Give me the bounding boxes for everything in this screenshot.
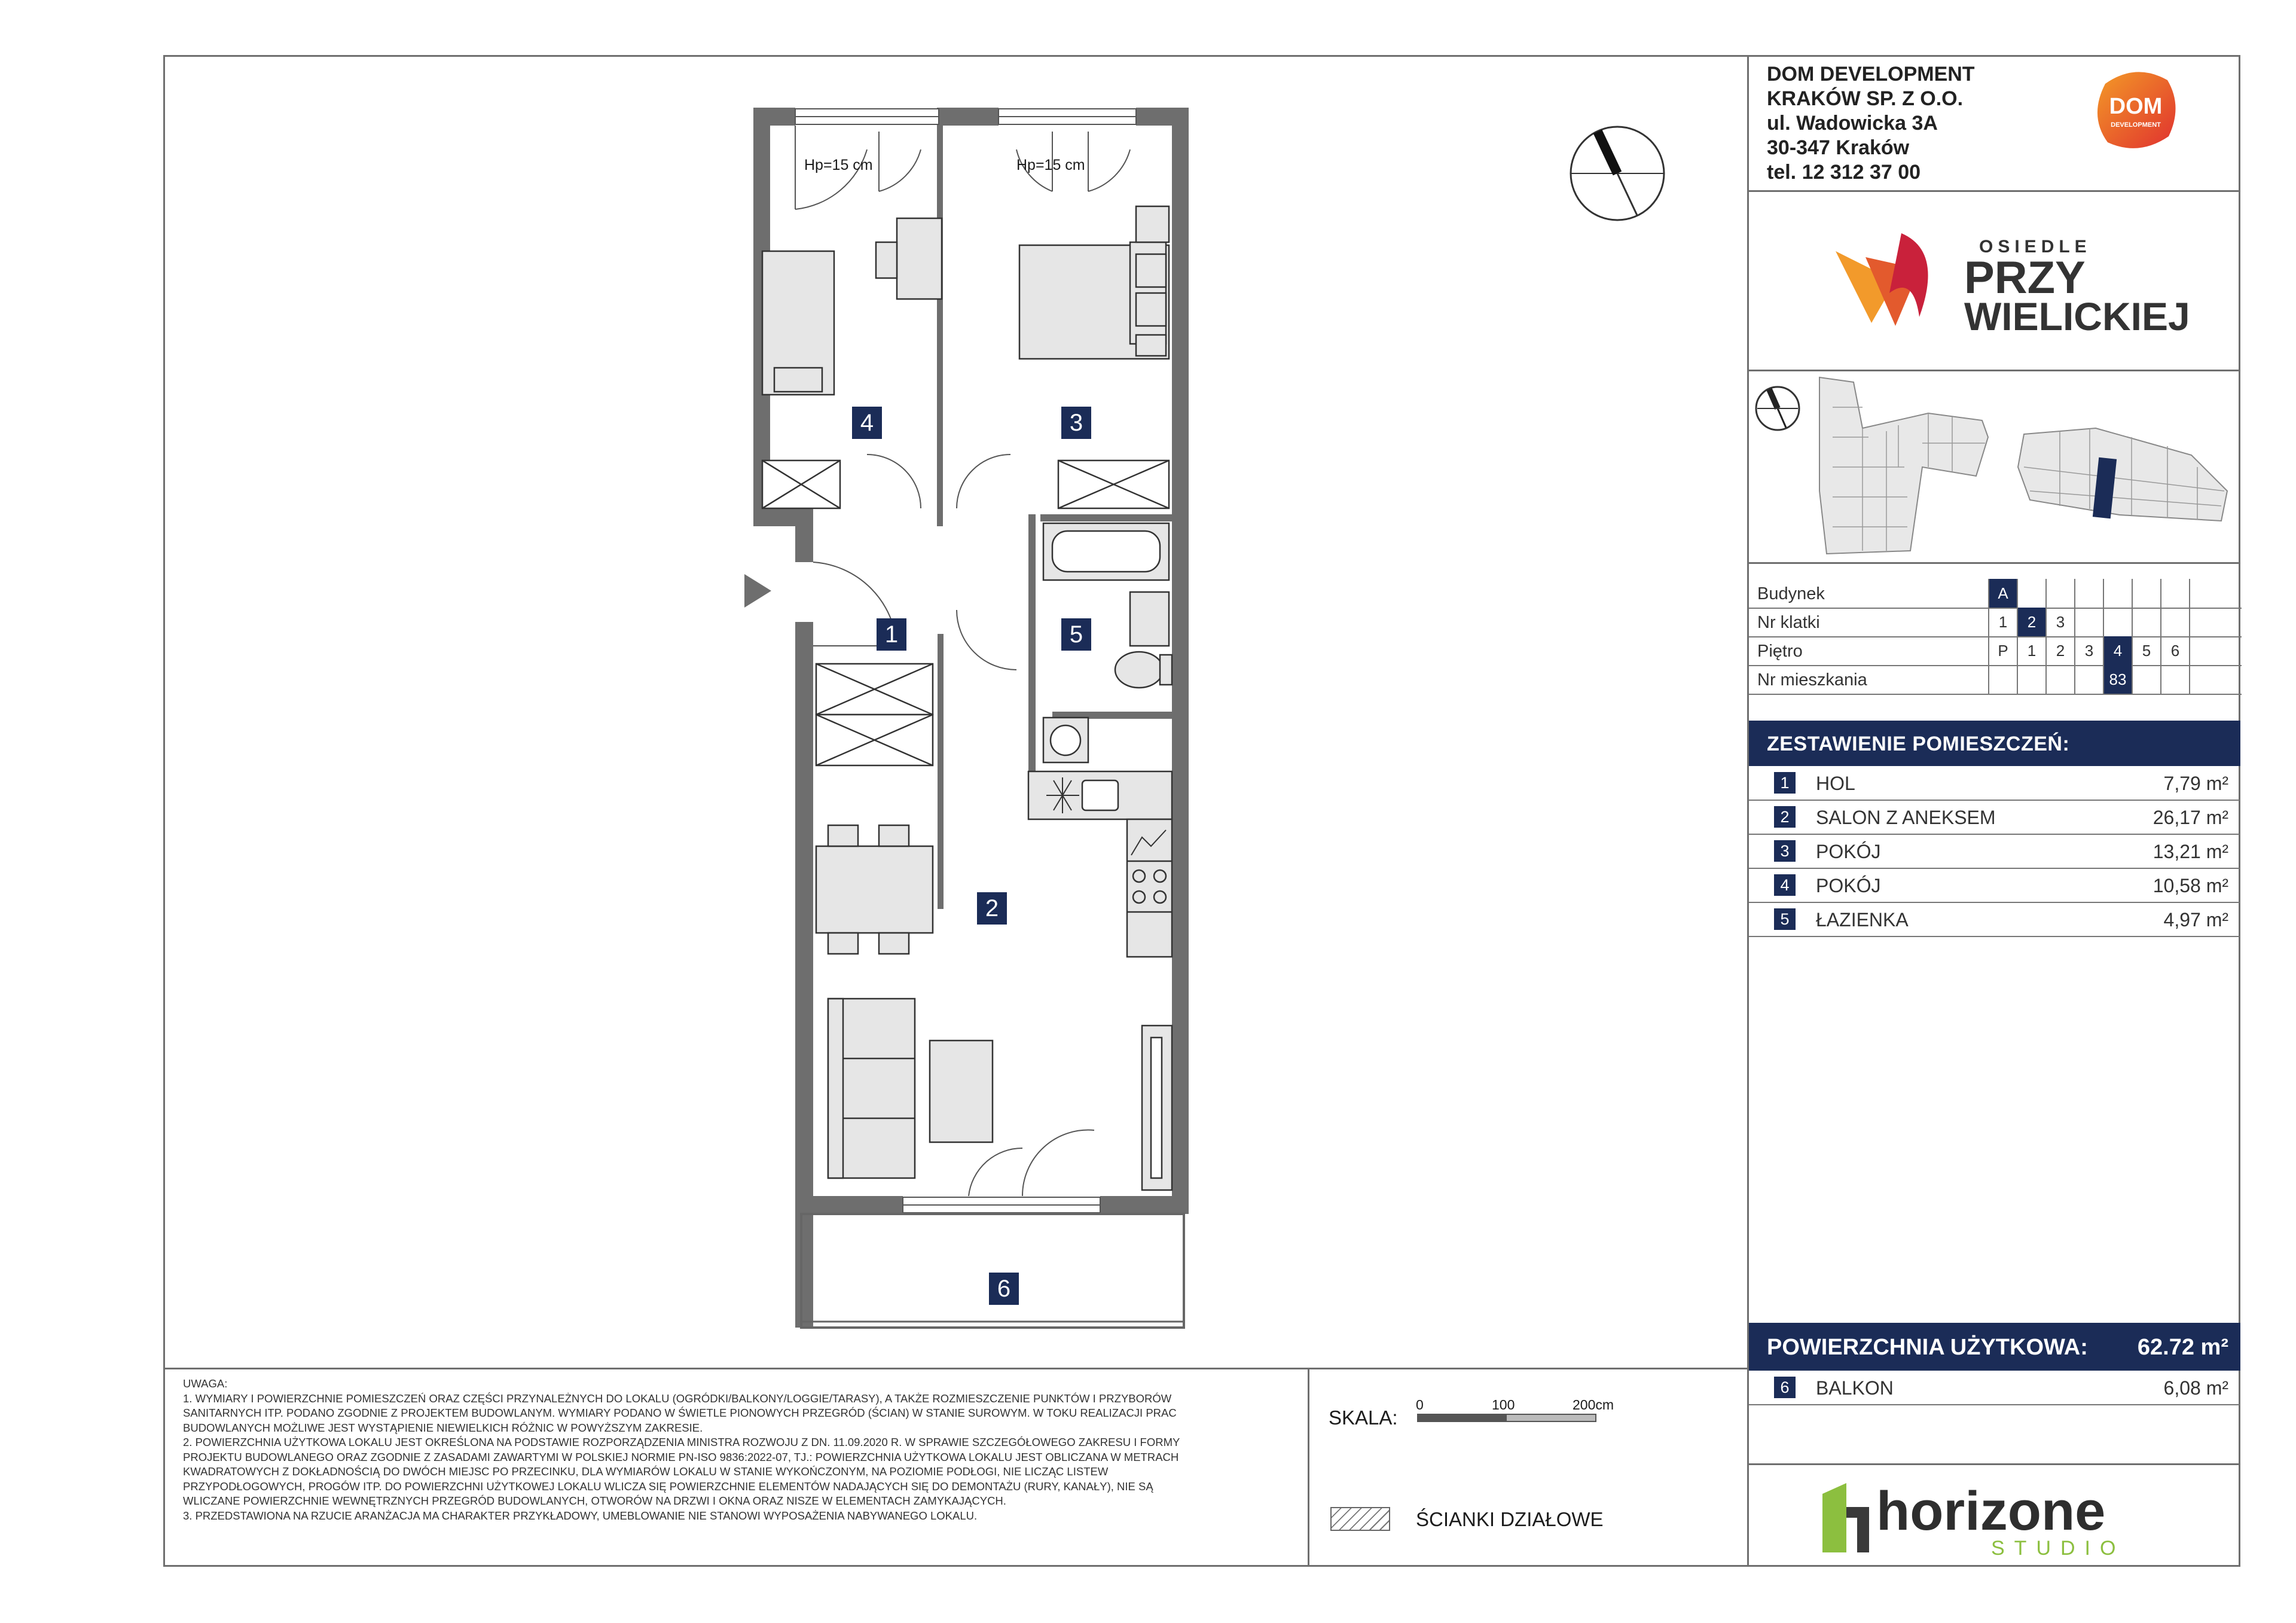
note-line: 2. POWIERZCHNIA UŻYTKOWA LOKALU JEST OKREŚLONA NA PODSTAWIE ROZPORZĄDZENIA MINISTRA ROZWOJU Z DN. 11.09.2020 R. W SPRAWIE SZCZEGÓŁOWEGO ZAKRESU I FORMY bbox=[183, 1436, 1180, 1448]
room-area: 26,17 m² bbox=[2152, 807, 2228, 828]
empty-cell bbox=[2103, 579, 2132, 608]
usable-area-value: 62.72 m² bbox=[2137, 1335, 2228, 1360]
empty-cell bbox=[1988, 665, 2017, 694]
balcony-name: BALKON bbox=[1816, 1377, 1894, 1399]
note-line: WLICZANE POWIERZCHNIE WEWNĘTRZNYCH PRZEGRÓD BUDOWLANYCH, OTWORÓW NA DRZWI I OKNA ORAZ NISZE W ELEMENTACH ZAMYKAJĄCYCH. bbox=[183, 1494, 1006, 1507]
horizone-name: horizone bbox=[1876, 1481, 2106, 1542]
room-row bbox=[1749, 766, 2240, 801]
stair-cell: 1 bbox=[1988, 608, 2017, 636]
stair-label: Nr klatki bbox=[1757, 613, 1820, 632]
empty-cell bbox=[2074, 665, 2103, 694]
horizone-studio-logo bbox=[1818, 1476, 2188, 1560]
notes-divider bbox=[163, 1368, 1748, 1369]
note-line: BUDOWLANYCH MOŻLIWE JEST WYSTĄPIENIE NIEWIELKICH RÓŻNIC W POWYŻSZYM ZAKRESIE. bbox=[183, 1421, 703, 1434]
threshold-height-right: Hp=15 cm bbox=[1016, 157, 1085, 173]
room-number: 2 bbox=[1774, 806, 1796, 828]
empty-cell bbox=[2045, 665, 2074, 694]
minimap-divider bbox=[1747, 562, 2240, 564]
company-address bbox=[1767, 62, 1975, 185]
plan-label-4: 4 bbox=[852, 407, 882, 439]
note-line: KWADRATOWYCH Z DOKŁADNOŚCIĄ DO DWÓCH MIEJSC PO PRZECINKU, DLA WYMIARÓW LOKALU W STANIE WYKOŃCZONYM, NA POZIOMIE PODŁOGI, NIE LICZĄC LISTEW bbox=[183, 1465, 1109, 1478]
notes-block bbox=[183, 1377, 1289, 1523]
empty-cell bbox=[2132, 608, 2160, 636]
floor-cell: 3 bbox=[2074, 636, 2103, 665]
dom-development-logo bbox=[2091, 66, 2181, 155]
empty-cell bbox=[2074, 608, 2103, 636]
scale-divider bbox=[1308, 1368, 1309, 1567]
floor-label: Piętro bbox=[1757, 642, 1803, 661]
scale-tick-100: 100 bbox=[1492, 1397, 1515, 1413]
apartment-number-cell: 83 bbox=[2103, 665, 2132, 694]
company-line: DOM DEVELOPMENT bbox=[1767, 63, 1975, 86]
empty-cell bbox=[2074, 579, 2103, 608]
company-line: ul. Wadowicka 3A bbox=[1767, 112, 1938, 135]
dom-logo-subtext: DEVELOPMENT bbox=[2111, 121, 2161, 129]
stair-cell: 3 bbox=[2045, 608, 2074, 636]
floor-cell: 1 bbox=[2017, 636, 2045, 665]
partition-legend-label: ŚCIANKI DZIAŁOWE bbox=[1416, 1508, 1604, 1530]
scale-tick-200: 200cm bbox=[1573, 1397, 1614, 1413]
room-number: 3 bbox=[1774, 840, 1796, 862]
floor-cell: 2 bbox=[2045, 636, 2074, 665]
note-line: SANITARNYCH ITP. PODANO ZGODNIE Z PROJEKTEM BUDOWLANYM. WYMIARY PODANO W ŚWIETLE PIONOWYCH PRZEGRÓD (ŚCIAN) W STANIE SUROWYM. W TOKU REALIZACJI PRAC bbox=[183, 1407, 1177, 1419]
floor-cell: 6 bbox=[2160, 636, 2189, 665]
rooms-header bbox=[1749, 721, 2240, 766]
stair-cell: 2 bbox=[2017, 608, 2045, 636]
empty-cell bbox=[2189, 636, 2218, 665]
note-line: PRZYPODŁOGOWYCH, PROGÓW ITP. DO POWIERZCHNI UŻYTKOWEJ LOKALU WLICZA SIĘ POWIERZCHNIE ELEMENTÓW NADAJĄCYCH SIĘ DO DEMONTAŻU (RURY, KANAŁY), NIE SĄ bbox=[183, 1479, 1153, 1493]
room-number: 1 bbox=[1774, 772, 1796, 794]
apartment-label: Nr mieszkania bbox=[1757, 670, 1867, 690]
apartment-row bbox=[1749, 665, 2242, 695]
empty-cell bbox=[2103, 608, 2132, 636]
balcony-row bbox=[1749, 1371, 2240, 1405]
room-name: HOL bbox=[1816, 773, 1855, 794]
note-line: 1. WYMIARY I POWIERZCHNIE POMIESZCZEŃ ORAZ CZĘŚCI PRZYNALEŻNYCH DO LOKALU (OGRÓDKI/BALKONY/LOGGIE/TARASY), A TAKŻE ROZMIESZCZENIE PUNKTÓW I PRZYBORÓW bbox=[183, 1392, 1172, 1405]
note-line: UWAGA: bbox=[183, 1377, 228, 1390]
room-area: 10,58 m² bbox=[2152, 875, 2228, 896]
company-line: tel. 12 312 37 00 bbox=[1767, 161, 1921, 184]
empty-cell bbox=[2160, 608, 2189, 636]
empty-cell bbox=[2189, 665, 2218, 694]
empty-cell bbox=[2045, 579, 2074, 608]
empty-cell bbox=[2189, 608, 2218, 636]
room-number: 4 bbox=[1774, 874, 1796, 896]
room-row bbox=[1749, 800, 2240, 835]
balcony-area: 6,08 m² bbox=[2163, 1377, 2228, 1399]
company-line: KRAKÓW SP. Z O.O. bbox=[1767, 87, 1964, 110]
room-row bbox=[1749, 834, 2240, 869]
usable-area-bar bbox=[1749, 1323, 2240, 1371]
floor-cell: P bbox=[1988, 636, 2017, 665]
empty-cell bbox=[2132, 665, 2160, 694]
room-row bbox=[1749, 902, 2240, 937]
room-row bbox=[1749, 868, 2240, 903]
note-line: 3. PRZEDSTAWIONA NA RZUCIE ARANŻACJA MA CHARAKTER PRZYKŁADOWY, UMEBLOWANIE NIE STANOWI WYPOSAŻENIA NABYWANEGO LOKALU. bbox=[183, 1509, 978, 1522]
estate-small-text: OSIEDLE bbox=[1979, 237, 2092, 257]
rooms-header-text: ZESTAWIENIE POMIESZCZEŃ: bbox=[1767, 733, 2070, 755]
scale-label: SKALA: bbox=[1329, 1407, 1398, 1429]
building-cell: A bbox=[1988, 579, 2017, 608]
building-label: Budynek bbox=[1757, 584, 1825, 603]
room-area: 13,21 m² bbox=[2152, 841, 2228, 862]
room-name: ŁAZIENKA bbox=[1816, 909, 1909, 931]
plan-label-3: 3 bbox=[1061, 407, 1091, 439]
room-name: POKÓJ bbox=[1816, 875, 1881, 896]
threshold-height-left: Hp=15 cm bbox=[804, 157, 873, 173]
building-row bbox=[1749, 579, 2242, 609]
empty-cell bbox=[2189, 579, 2218, 608]
plan-label-5: 5 bbox=[1061, 618, 1091, 651]
room-area: 4,97 m² bbox=[2163, 909, 2228, 931]
empty-cell bbox=[2017, 665, 2045, 694]
usable-area-label: POWIERZCHNIA UŻYTKOWA: bbox=[1767, 1335, 2088, 1360]
scale-tick-0: 0 bbox=[1416, 1397, 1424, 1413]
company-line: 30-347 Kraków bbox=[1767, 136, 1910, 159]
balcony-number: 6 bbox=[1774, 1377, 1796, 1398]
dom-logo-text: DOM bbox=[2109, 94, 2163, 119]
estate-logo bbox=[1830, 227, 2190, 341]
plan-label-1: 1 bbox=[877, 618, 906, 651]
partition-legend-swatch bbox=[1330, 1507, 1390, 1531]
scale-bar bbox=[1417, 1414, 1596, 1422]
floor-cell: 4 bbox=[2103, 636, 2132, 665]
estate-line1: PRZY bbox=[1964, 252, 2086, 303]
site-minimap bbox=[1749, 371, 2240, 562]
floor-cell: 5 bbox=[2132, 636, 2160, 665]
floor-plan bbox=[718, 96, 1208, 1340]
empty-cell bbox=[2017, 579, 2045, 608]
room-area: 7,79 m² bbox=[2163, 773, 2228, 794]
plan-label-6: 6 bbox=[989, 1273, 1019, 1305]
estate-line2: WIELICKIEJ bbox=[1964, 294, 2190, 338]
stair-row bbox=[1749, 608, 2242, 637]
floor-row bbox=[1749, 636, 2242, 666]
empty-cell bbox=[2160, 665, 2189, 694]
plan-label-2: 2 bbox=[977, 892, 1007, 925]
empty-cell bbox=[2160, 579, 2189, 608]
studio-divider bbox=[1747, 1463, 2240, 1465]
room-name: POKÓJ bbox=[1816, 841, 1881, 862]
company-divider bbox=[1747, 190, 2240, 192]
compass-icon bbox=[1567, 123, 1668, 224]
room-name: SALON Z ANEKSEM bbox=[1816, 807, 1996, 828]
note-line: PROJEKTU BUDOWLANEGO ORAZ ZGODNIE Z ZASADAMI ZAWARTYMI W POLSKIEJ NORMIE PN-ISO 9836:2022-07, TJ.: POWIERZCHNIA UŻYTKOWA LOKALU JEST OBLICZANA W METRACH bbox=[183, 1450, 1179, 1463]
horizone-sub: STUDIO bbox=[1991, 1537, 2126, 1560]
empty-cell bbox=[2132, 579, 2160, 608]
room-number: 5 bbox=[1774, 908, 1796, 930]
